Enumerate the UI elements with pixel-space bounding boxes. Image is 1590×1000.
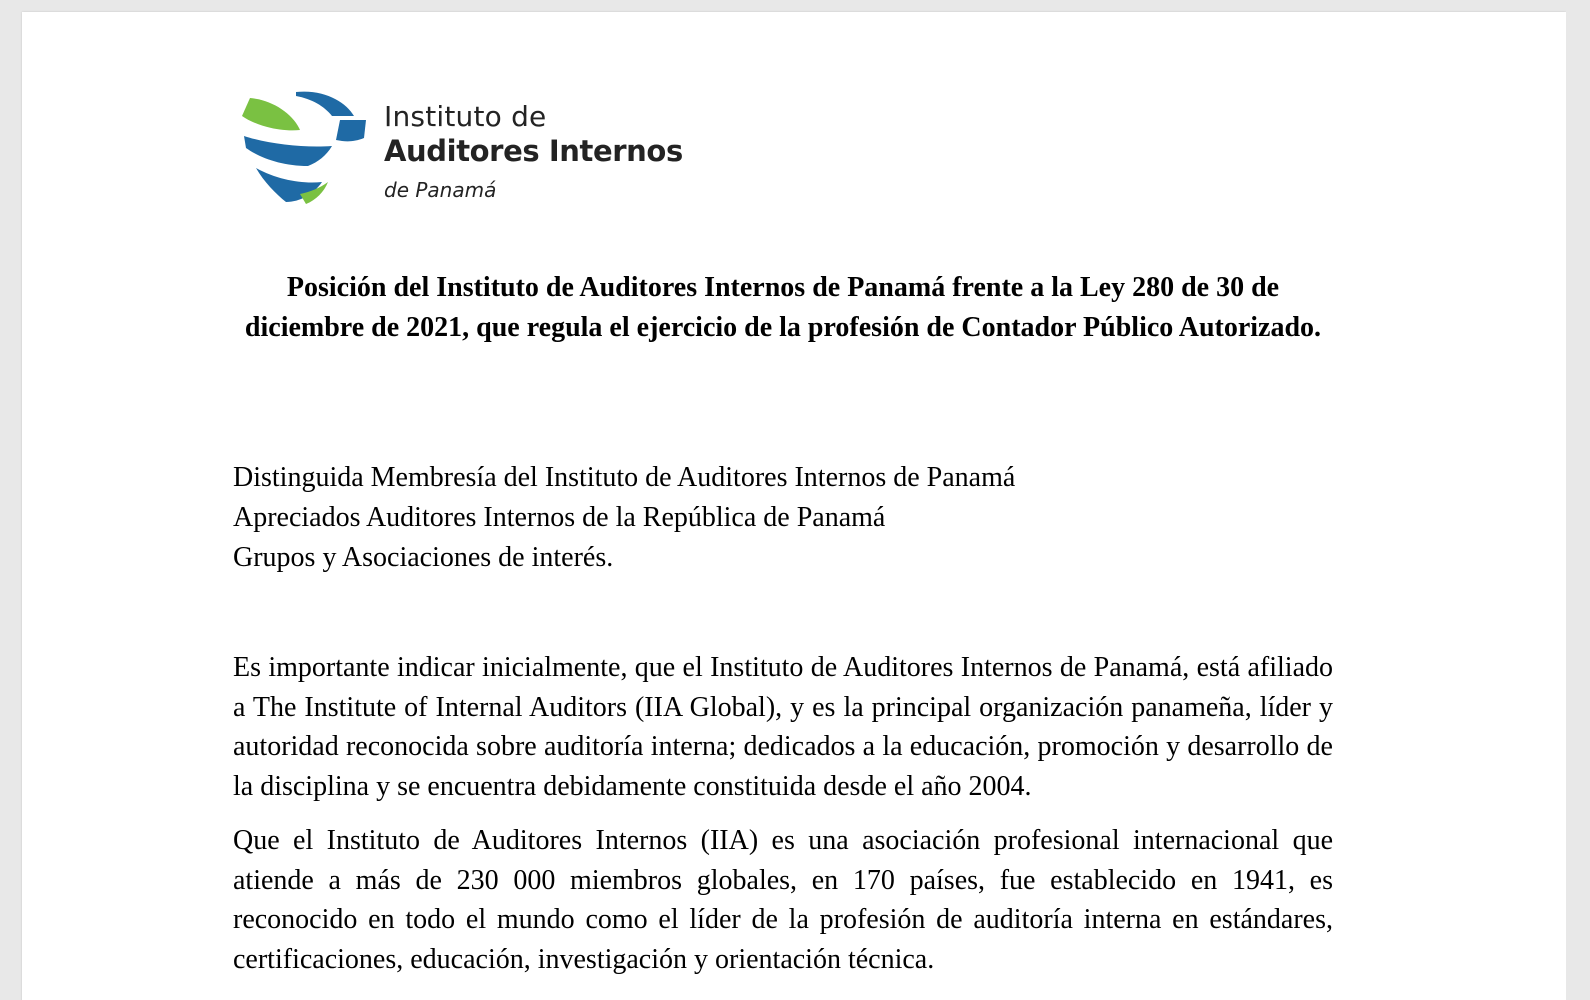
document-page [22, 12, 1566, 1000]
institute-logo [238, 90, 698, 230]
salutation-line-3: Grupos y Asociaciones de interés. [233, 542, 614, 573]
document-body [233, 648, 1333, 994]
body-paragraph-2: Que el Instituto de Auditores Internos (IIA) es una asociación profesional internacional que atiende a más de 230 000 miembros globales, en 170 países, fue establecido en 1941, es reconocido en todo el mundo como el líder de la profesión de auditoría interna en estándares, certificaciones, educación, investigación y orientación técnica. [233, 825, 1333, 975]
document-title: Posición del Instituto de Auditores Internos de Panamá frente a la Ley 280 de 30 de diciembre de 2021, que regula el ejercicio de la profesión de Contador Público Autorizado. [244, 272, 1322, 343]
salutation-line-1: Distinguida Membresía del Instituto de Auditores Internos de Panamá [233, 462, 1016, 493]
body-paragraph-1: Es importante indicar inicialmente, que el Instituto de Auditores Internos de Panamá, está afiliado a The Institute of Internal Auditors (IIA Global), y es la principal organización panameña, líder y autoridad reconocida sobre auditoría interna; dedicados a la educación, promoción y desarrollo de la disciplina y se encuentra debidamente constituida desde el año 2004. [233, 652, 1333, 802]
viewer-right-edge [1566, 0, 1590, 1000]
logo-line-1: Instituto de [384, 100, 547, 133]
globe-logo-icon [238, 90, 368, 205]
salutation-line-2: Apreciados Auditores Internos de la República de Panamá [233, 502, 886, 533]
logo-wordmark [384, 100, 683, 202]
logo-line-3: de Panamá [384, 178, 497, 202]
logo-line-2: Auditores Internos [384, 134, 683, 168]
salutation-block [233, 458, 1015, 578]
